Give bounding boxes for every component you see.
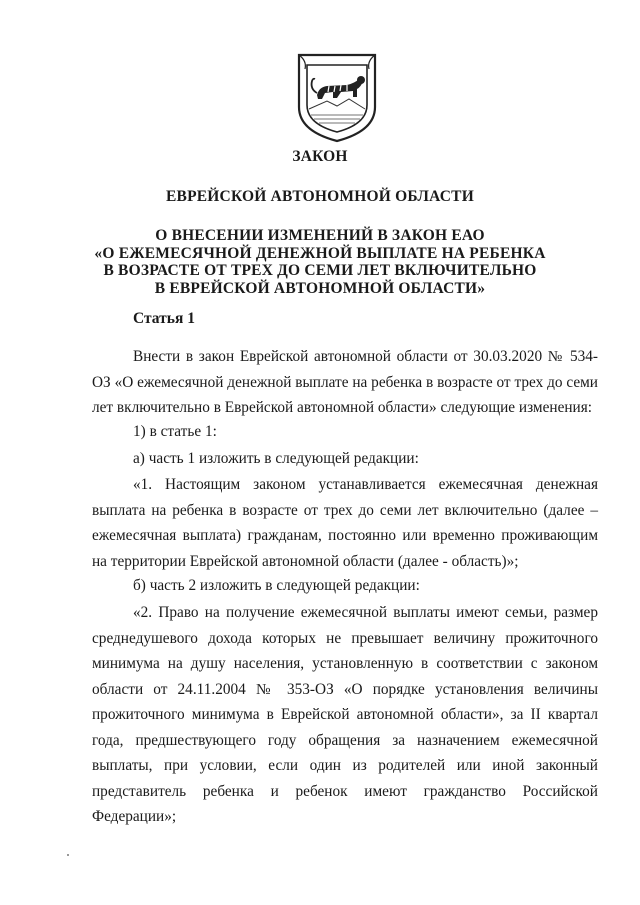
item-1-paragraph: 1) в статье 1:	[133, 423, 217, 440]
article-intro-paragraph: Внести в закон Еврейской автономной области от 30.03.2020 № 534-ОЗ «О ежемесячной денежной выплате на ребенка в возрасте от трех до семи лет включительно в Еврейской автономной области» следующие изменения:	[92, 348, 598, 416]
article-heading: Статья 1	[133, 310, 195, 327]
subject-line: В ЕВРЕЙСКОЙ АВТОНОМНОЙ ОБЛАСТИ»	[154, 279, 486, 297]
item-a-paragraph: а) часть 1 изложить в следующей редакции:	[133, 450, 419, 467]
quote-part-2-paragraph: «2. Право на получение ежемесячной выплаты имеют семьи, размер среднедушевого дохода которых не превышает величину прожиточного минимума на душу населения, установленную в соответствии с законом области от 24.11.2004 № 353-ОЗ «О порядке установления величины прожиточного минимума в Еврейской автономной области», за II квартал года, предшествующего году обращения за назначением ежемесячной выплаты, при условии, если один из родителей или иной законный представитель ребенка и ребенок имеют гражданство Российской Федерации»;	[92, 604, 598, 825]
law-title: ЗАКОН	[292, 148, 348, 165]
scan-speck	[67, 854, 69, 856]
item-b-paragraph: б) часть 2 изложить в следующей редакции:	[133, 577, 420, 594]
law-subject	[0, 227, 640, 297]
region-title: ЕВРЕЙСКОЙ АВТОНОМНОЙ ОБЛАСТИ	[166, 188, 474, 205]
subject-line: В ВОЗРАСТЕ ОТ ТРЕХ ДО СЕМИ ЛЕТ ВКЛЮЧИТЕЛЬНО	[103, 262, 537, 279]
subject-line: «О ЕЖЕМЕСЯЧНОЙ ДЕНЕЖНОЙ ВЫПЛАТЕ НА РЕБЕНКА	[94, 244, 546, 262]
coat-of-arms-tiger-icon	[297, 51, 377, 143]
subject-line: О ВНЕСЕНИИ ИЗМЕНЕНИЙ В ЗАКОН ЕАО	[155, 227, 485, 244]
quote-part-1-paragraph: «1. Настоящим законом устанавливается ежемесячная денежная выплата на ребенка в возрасте от трех до семи лет включительно (далее – ежемесячная выплата) гражданам, постоянно или временно проживающим на территории Еврейской автономной области (далее - область)»;	[92, 476, 598, 570]
